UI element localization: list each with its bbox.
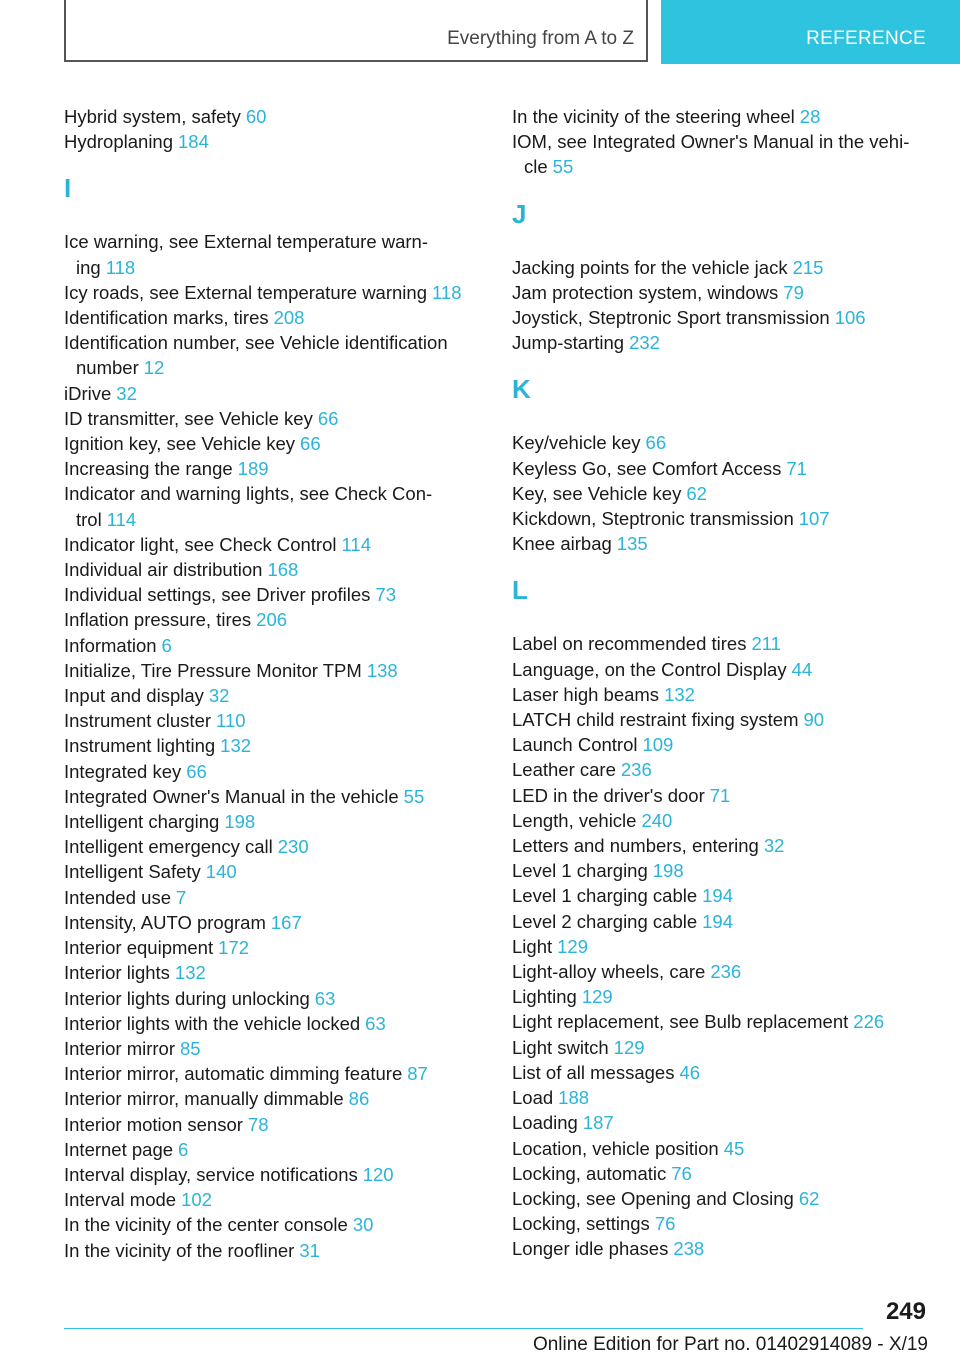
index-entry <box>64 1137 484 1162</box>
index-entry-text: Intelligent charging <box>64 811 220 833</box>
index-entry <box>512 1211 932 1236</box>
page-reference-link[interactable]: 118 <box>431 281 462 303</box>
index-entry <box>512 631 932 656</box>
page-reference-link[interactable]: 208 <box>273 307 305 329</box>
index-entry <box>64 683 484 708</box>
index-entry <box>64 1112 484 1137</box>
index-entry <box>512 104 932 129</box>
page-reference-link[interactable]: 66 <box>317 407 339 429</box>
index-entry-text: Length, vehicle <box>512 809 637 831</box>
page-reference-link[interactable]: 32 <box>763 835 785 857</box>
index-column-right <box>512 104 932 1262</box>
index-entry-text: Light-alloy wheels, care <box>512 961 706 983</box>
index-entry <box>64 229 484 279</box>
index-entry <box>64 607 484 632</box>
index-entry <box>512 280 932 305</box>
index-entry-text: Loading <box>512 1112 578 1134</box>
index-entry <box>512 783 932 808</box>
page-reference-link[interactable]: 226 <box>853 1011 885 1033</box>
index-letter-heading: L <box>512 575 528 606</box>
index-entry <box>64 406 484 431</box>
index-entry <box>512 1161 932 1186</box>
page-reference-link[interactable]: 55 <box>552 156 574 178</box>
page-reference-link[interactable]: 63 <box>314 987 336 1009</box>
index-entry-text: Interior mirror, manually dimmable <box>64 1088 344 1110</box>
page-reference-link[interactable]: 7 <box>175 886 187 908</box>
page-reference-link[interactable]: 71 <box>709 784 731 806</box>
index-entry <box>512 934 932 959</box>
index-entry <box>512 833 932 858</box>
page-reference-link[interactable]: 114 <box>106 508 137 530</box>
page-reference-link[interactable]: 60 <box>245 106 267 127</box>
header-section-tab[interactable] <box>661 0 960 64</box>
index-entry-text: Integrated key <box>64 760 182 782</box>
index-entry-text: Intelligent emergency call <box>64 836 273 858</box>
index-entry <box>512 1236 932 1261</box>
page-reference-link[interactable]: 198 <box>224 811 256 833</box>
index-entry-text: Longer idle phases <box>512 1238 669 1260</box>
page-reference-link[interactable]: 63 <box>365 1012 386 1034</box>
index-entry-text: Interior mirror, automatic dimming feature <box>64 1063 403 1085</box>
index-entry-text: Input and display <box>64 685 204 707</box>
page-reference-link[interactable]: 230 <box>277 836 309 858</box>
page-reference-link[interactable]: 236 <box>710 961 742 983</box>
page-reference-link[interactable]: 87 <box>407 1063 428 1085</box>
index-entry-text: Interior equipment <box>64 937 214 959</box>
index-entry-text: Interior lights during unlocking <box>64 987 310 1009</box>
index-entry-text: Knee airbag <box>512 533 612 555</box>
index-entry-text: Joystick, Steptronic Sport transmission <box>512 307 830 329</box>
page-reference-link[interactable]: 198 <box>652 860 684 882</box>
index-entry-text: Hydroplaning <box>64 131 174 153</box>
index-entry <box>512 682 932 707</box>
page-reference-link[interactable]: 114 <box>341 533 371 555</box>
page-reference-link[interactable]: 132 <box>664 683 695 705</box>
index-entry <box>64 986 484 1011</box>
index-entry-text: In the vicinity of the center console <box>64 1214 348 1236</box>
index-entry <box>64 456 484 481</box>
page-reference-link[interactable]: 187 <box>582 1112 614 1134</box>
index-entry-text: LED in the driver's door <box>512 784 705 806</box>
index-entry-text: Indicator and warning lights, see Check Con-trol <box>64 483 433 530</box>
index-entry <box>64 759 484 784</box>
page-reference-link[interactable]: 188 <box>558 1087 590 1109</box>
index-entry <box>512 984 932 1009</box>
page-reference-link[interactable]: 32 <box>208 685 230 707</box>
page-reference-link[interactable]: 79 <box>783 281 804 303</box>
index-entry-text: Location, vehicle position <box>512 1137 719 1159</box>
page-reference-link[interactable]: 238 <box>673 1238 705 1260</box>
index-entry-text: Interior lights <box>64 962 170 984</box>
index-entry <box>64 1036 484 1061</box>
index-entry-text: Load <box>512 1087 554 1109</box>
index-entry <box>64 582 484 607</box>
page-reference-link[interactable]: 66 <box>186 760 207 782</box>
index-entry <box>512 707 932 732</box>
page-reference-link[interactable]: 73 <box>375 584 396 606</box>
index-entry <box>512 1085 932 1110</box>
index-entry-text: Locking, see Opening and Closing <box>512 1187 794 1209</box>
index-entry-text: Lighting <box>512 986 577 1008</box>
page-reference-link[interactable]: 45 <box>723 1137 745 1159</box>
index-entry-text: Locking, automatic <box>512 1162 667 1184</box>
index-entry <box>512 732 932 757</box>
index-entry-text: Laser high beams <box>512 683 660 705</box>
index-entry <box>512 456 932 481</box>
page-reference-link[interactable]: 135 <box>616 533 648 555</box>
index-entry <box>64 481 484 531</box>
page-reference-link[interactable]: 194 <box>702 885 734 907</box>
page-reference-link[interactable]: 194 <box>702 910 734 932</box>
index-entry <box>64 885 484 910</box>
page-reference-link[interactable]: 71 <box>786 457 807 479</box>
page-reference-link[interactable]: 28 <box>799 106 821 127</box>
index-entry-text: In the vicinity of the steering wheel <box>512 106 795 127</box>
index-entry-text: Internet page <box>64 1138 174 1160</box>
index-entry <box>64 1061 484 1086</box>
page-reference-link[interactable]: 86 <box>348 1088 370 1110</box>
footer-divider <box>64 1328 863 1329</box>
index-entry <box>64 330 484 380</box>
index-entry <box>512 481 932 506</box>
index-entry-text: Light switch <box>512 1036 609 1058</box>
page-reference-link[interactable]: 102 <box>181 1189 212 1211</box>
page-reference-link[interactable]: 240 <box>641 809 673 831</box>
index-entry <box>512 330 932 355</box>
index-entry-text: Label on recommended tires <box>512 633 747 655</box>
index-entry-text: Icy roads, see External temperature warning <box>64 281 427 303</box>
index-entry <box>64 1162 484 1187</box>
index-entry <box>64 910 484 935</box>
page-reference-link[interactable]: 46 <box>679 1061 701 1083</box>
page-reference-link[interactable]: 168 <box>267 559 299 581</box>
index-entry <box>64 633 484 658</box>
index-entry-text: Identification number, see Vehicle identification number <box>64 332 448 379</box>
index-letter-heading: K <box>512 374 531 405</box>
index-entry-text: Individual air distribution <box>64 559 263 581</box>
page-reference-link[interactable]: 138 <box>366 659 398 681</box>
index-entry-text: Information <box>64 634 157 656</box>
page-reference-link[interactable]: 85 <box>180 1037 201 1059</box>
index-entry-text: Light <box>512 935 553 957</box>
index-entry-text: Individual settings, see Driver profiles <box>64 584 371 606</box>
index-entry-text: Increasing the range <box>64 458 233 480</box>
index-entry-text: Level 1 charging <box>512 860 648 882</box>
index-entry-text: Ignition key, see Vehicle key <box>64 433 296 455</box>
index-entry <box>64 859 484 884</box>
index-entry-text: Jacking points for the vehicle jack <box>512 256 788 278</box>
index-entry <box>64 431 484 456</box>
page-reference-link[interactable]: 206 <box>256 609 288 631</box>
index-entry <box>512 909 932 934</box>
index-entry-text: Leather care <box>512 759 616 781</box>
page-reference-link[interactable]: 78 <box>247 1113 269 1135</box>
index-entry-text: IOM, see Integrated Owner's Manual in the vehi-cle <box>512 131 910 178</box>
index-column-left <box>64 104 484 1263</box>
index-entry <box>512 808 932 833</box>
index-entry <box>64 1086 484 1111</box>
index-entry-text: Interval mode <box>64 1189 177 1211</box>
page-reference-link[interactable]: 215 <box>792 256 824 278</box>
page-reference-link[interactable]: 106 <box>834 307 866 329</box>
header-chapter-box <box>64 0 648 62</box>
index-entry-text: Hybrid system, safety <box>64 106 241 127</box>
index-entry <box>512 1186 932 1211</box>
index-entry <box>64 784 484 809</box>
page-reference-link[interactable]: 66 <box>300 433 321 455</box>
index-entry <box>64 532 484 557</box>
page-reference-link[interactable]: 12 <box>143 357 165 379</box>
page-reference-link[interactable]: 44 <box>791 658 813 680</box>
index-entry <box>512 531 932 556</box>
index-entry-text: Interval display, service notifications <box>64 1163 358 1185</box>
index-entry-text: Intensity, AUTO program <box>64 911 266 933</box>
index-entry <box>512 1060 932 1085</box>
index-entry-text: Key/vehicle key <box>512 432 641 454</box>
page-reference-link[interactable]: 6 <box>178 1138 189 1160</box>
index-entry <box>512 657 932 682</box>
page-reference-link[interactable]: 90 <box>803 709 825 731</box>
index-entry <box>64 935 484 960</box>
page-reference-link[interactable]: 31 <box>299 1239 320 1261</box>
index-entry <box>64 1238 484 1263</box>
index-entry <box>512 883 932 908</box>
index-entry-text: LATCH child restraint fixing system <box>512 709 799 731</box>
page-reference-link[interactable]: 129 <box>581 986 613 1008</box>
page-reference-link[interactable]: 109 <box>642 734 674 756</box>
index-entry-text: List of all messages <box>512 1061 675 1083</box>
index-entry-text: iDrive <box>64 382 112 404</box>
page-reference-link[interactable]: 132 <box>220 735 252 757</box>
page-reference-link[interactable]: 189 <box>237 458 269 480</box>
index-entry <box>64 1187 484 1212</box>
chapter-title: Everything from A to Z <box>447 28 634 49</box>
page-reference-link[interactable]: 236 <box>620 759 652 781</box>
index-entry <box>64 104 484 129</box>
index-entry <box>64 1011 484 1036</box>
index-entry <box>512 1110 932 1135</box>
page-reference-link[interactable]: 232 <box>629 332 660 354</box>
page-reference-link[interactable]: 6 <box>161 634 172 656</box>
index-entry-text: Intended use <box>64 886 171 908</box>
index-letter-heading: I <box>64 173 72 204</box>
page-reference-link[interactable]: 118 <box>105 256 136 278</box>
section-title: REFERENCE <box>806 28 926 49</box>
index-entry-text: Locking, settings <box>512 1213 650 1235</box>
index-entry-text: Instrument lighting <box>64 735 216 757</box>
page-reference-link[interactable]: 62 <box>686 482 707 504</box>
page-reference-link[interactable]: 107 <box>798 508 830 530</box>
index-entry <box>64 129 484 154</box>
index-entry-text: Interior lights with the vehicle locked <box>64 1012 361 1034</box>
index-entry <box>512 858 932 883</box>
index-entry-text: In the vicinity of the roofliner <box>64 1239 295 1261</box>
page-reference-link[interactable]: 140 <box>205 861 237 883</box>
index-letter-heading: J <box>512 198 527 229</box>
index-entry <box>64 305 484 330</box>
index-entry <box>512 129 932 179</box>
index-entry <box>64 280 484 305</box>
index-entry <box>64 809 484 834</box>
page-reference-link[interactable]: 129 <box>557 935 588 957</box>
page-number: 249 <box>885 1298 926 1325</box>
page-reference-link[interactable]: 110 <box>216 710 246 732</box>
index-entry <box>64 834 484 859</box>
index-entry-text: Jump-starting <box>512 332 625 354</box>
page-reference-link[interactable]: 76 <box>671 1162 692 1184</box>
index-entry-text: Identification marks, tires <box>64 307 269 329</box>
index-entry-text: Launch Control <box>512 734 638 756</box>
index-entry-text: Initialize, Tire Pressure Monitor TPM <box>64 659 362 681</box>
index-entry-text: Integrated Owner's Manual in the vehicle <box>64 785 399 807</box>
page-reference-link[interactable]: 184 <box>178 131 209 153</box>
index-entry <box>64 960 484 985</box>
page-reference-link[interactable]: 76 <box>654 1213 676 1235</box>
page-reference-link[interactable]: 120 <box>362 1163 394 1185</box>
index-entry-text: ID transmitter, see Vehicle key <box>64 407 313 429</box>
page-reference-link[interactable]: 132 <box>174 962 206 984</box>
index-entry-text: Interior motion sensor <box>64 1113 243 1135</box>
index-entry-text: Inflation pressure, tires <box>64 609 252 631</box>
index-entry-text: Key, see Vehicle key <box>512 482 682 504</box>
page-reference-link[interactable]: 30 <box>352 1214 374 1236</box>
index-entry-text: Intelligent Safety <box>64 861 201 883</box>
page-reference-link[interactable]: 172 <box>218 937 249 959</box>
footer-edition: Online Edition for Part no. 01402914089 - X/19 <box>532 1334 928 1355</box>
index-entry-text: Interior mirror <box>64 1037 176 1059</box>
index-entry <box>512 959 932 984</box>
index-entry <box>512 757 932 782</box>
index-entry-text: Kickdown, Steptronic transmission <box>512 508 794 530</box>
index-entry <box>64 1212 484 1237</box>
index-entry-text: Instrument cluster <box>64 710 212 732</box>
index-entry <box>512 506 932 531</box>
page-reference-link[interactable]: 32 <box>116 382 137 404</box>
index-entry <box>512 255 932 280</box>
index-entry-text: Level 1 charging cable <box>512 885 698 907</box>
index-entry <box>512 1035 932 1060</box>
index-entry <box>64 733 484 758</box>
page-reference-link[interactable]: 55 <box>403 785 425 807</box>
page-reference-link[interactable]: 66 <box>645 432 667 454</box>
index-entry-text: Level 2 charging cable <box>512 910 698 932</box>
page-reference-link[interactable]: 129 <box>613 1036 645 1058</box>
index-entry-text: Language, on the Control Display <box>512 658 787 680</box>
index-entry-text: Keyless Go, see Comfort Access <box>512 457 782 479</box>
page-reference-link[interactable]: 211 <box>751 633 781 655</box>
index-entry <box>512 430 932 455</box>
index-entry-text: Jam protection system, windows <box>512 281 779 303</box>
index-entry <box>64 381 484 406</box>
index-entry <box>64 557 484 582</box>
index-entry-text: Indicator light, see Check Control <box>64 533 337 555</box>
index-entry <box>512 1136 932 1161</box>
page-reference-link[interactable]: 167 <box>270 911 302 933</box>
index-entry <box>64 708 484 733</box>
page-reference-link[interactable]: 62 <box>798 1187 820 1209</box>
index-entry <box>64 658 484 683</box>
index-entry <box>512 305 932 330</box>
index-entry-text: Ice warning, see External temperature warn-ing <box>64 231 429 278</box>
index-entry-text: Letters and numbers, entering <box>512 835 759 857</box>
index-entry-text: Light replacement, see Bulb replacement <box>512 1011 849 1033</box>
index-entry <box>512 1009 932 1034</box>
